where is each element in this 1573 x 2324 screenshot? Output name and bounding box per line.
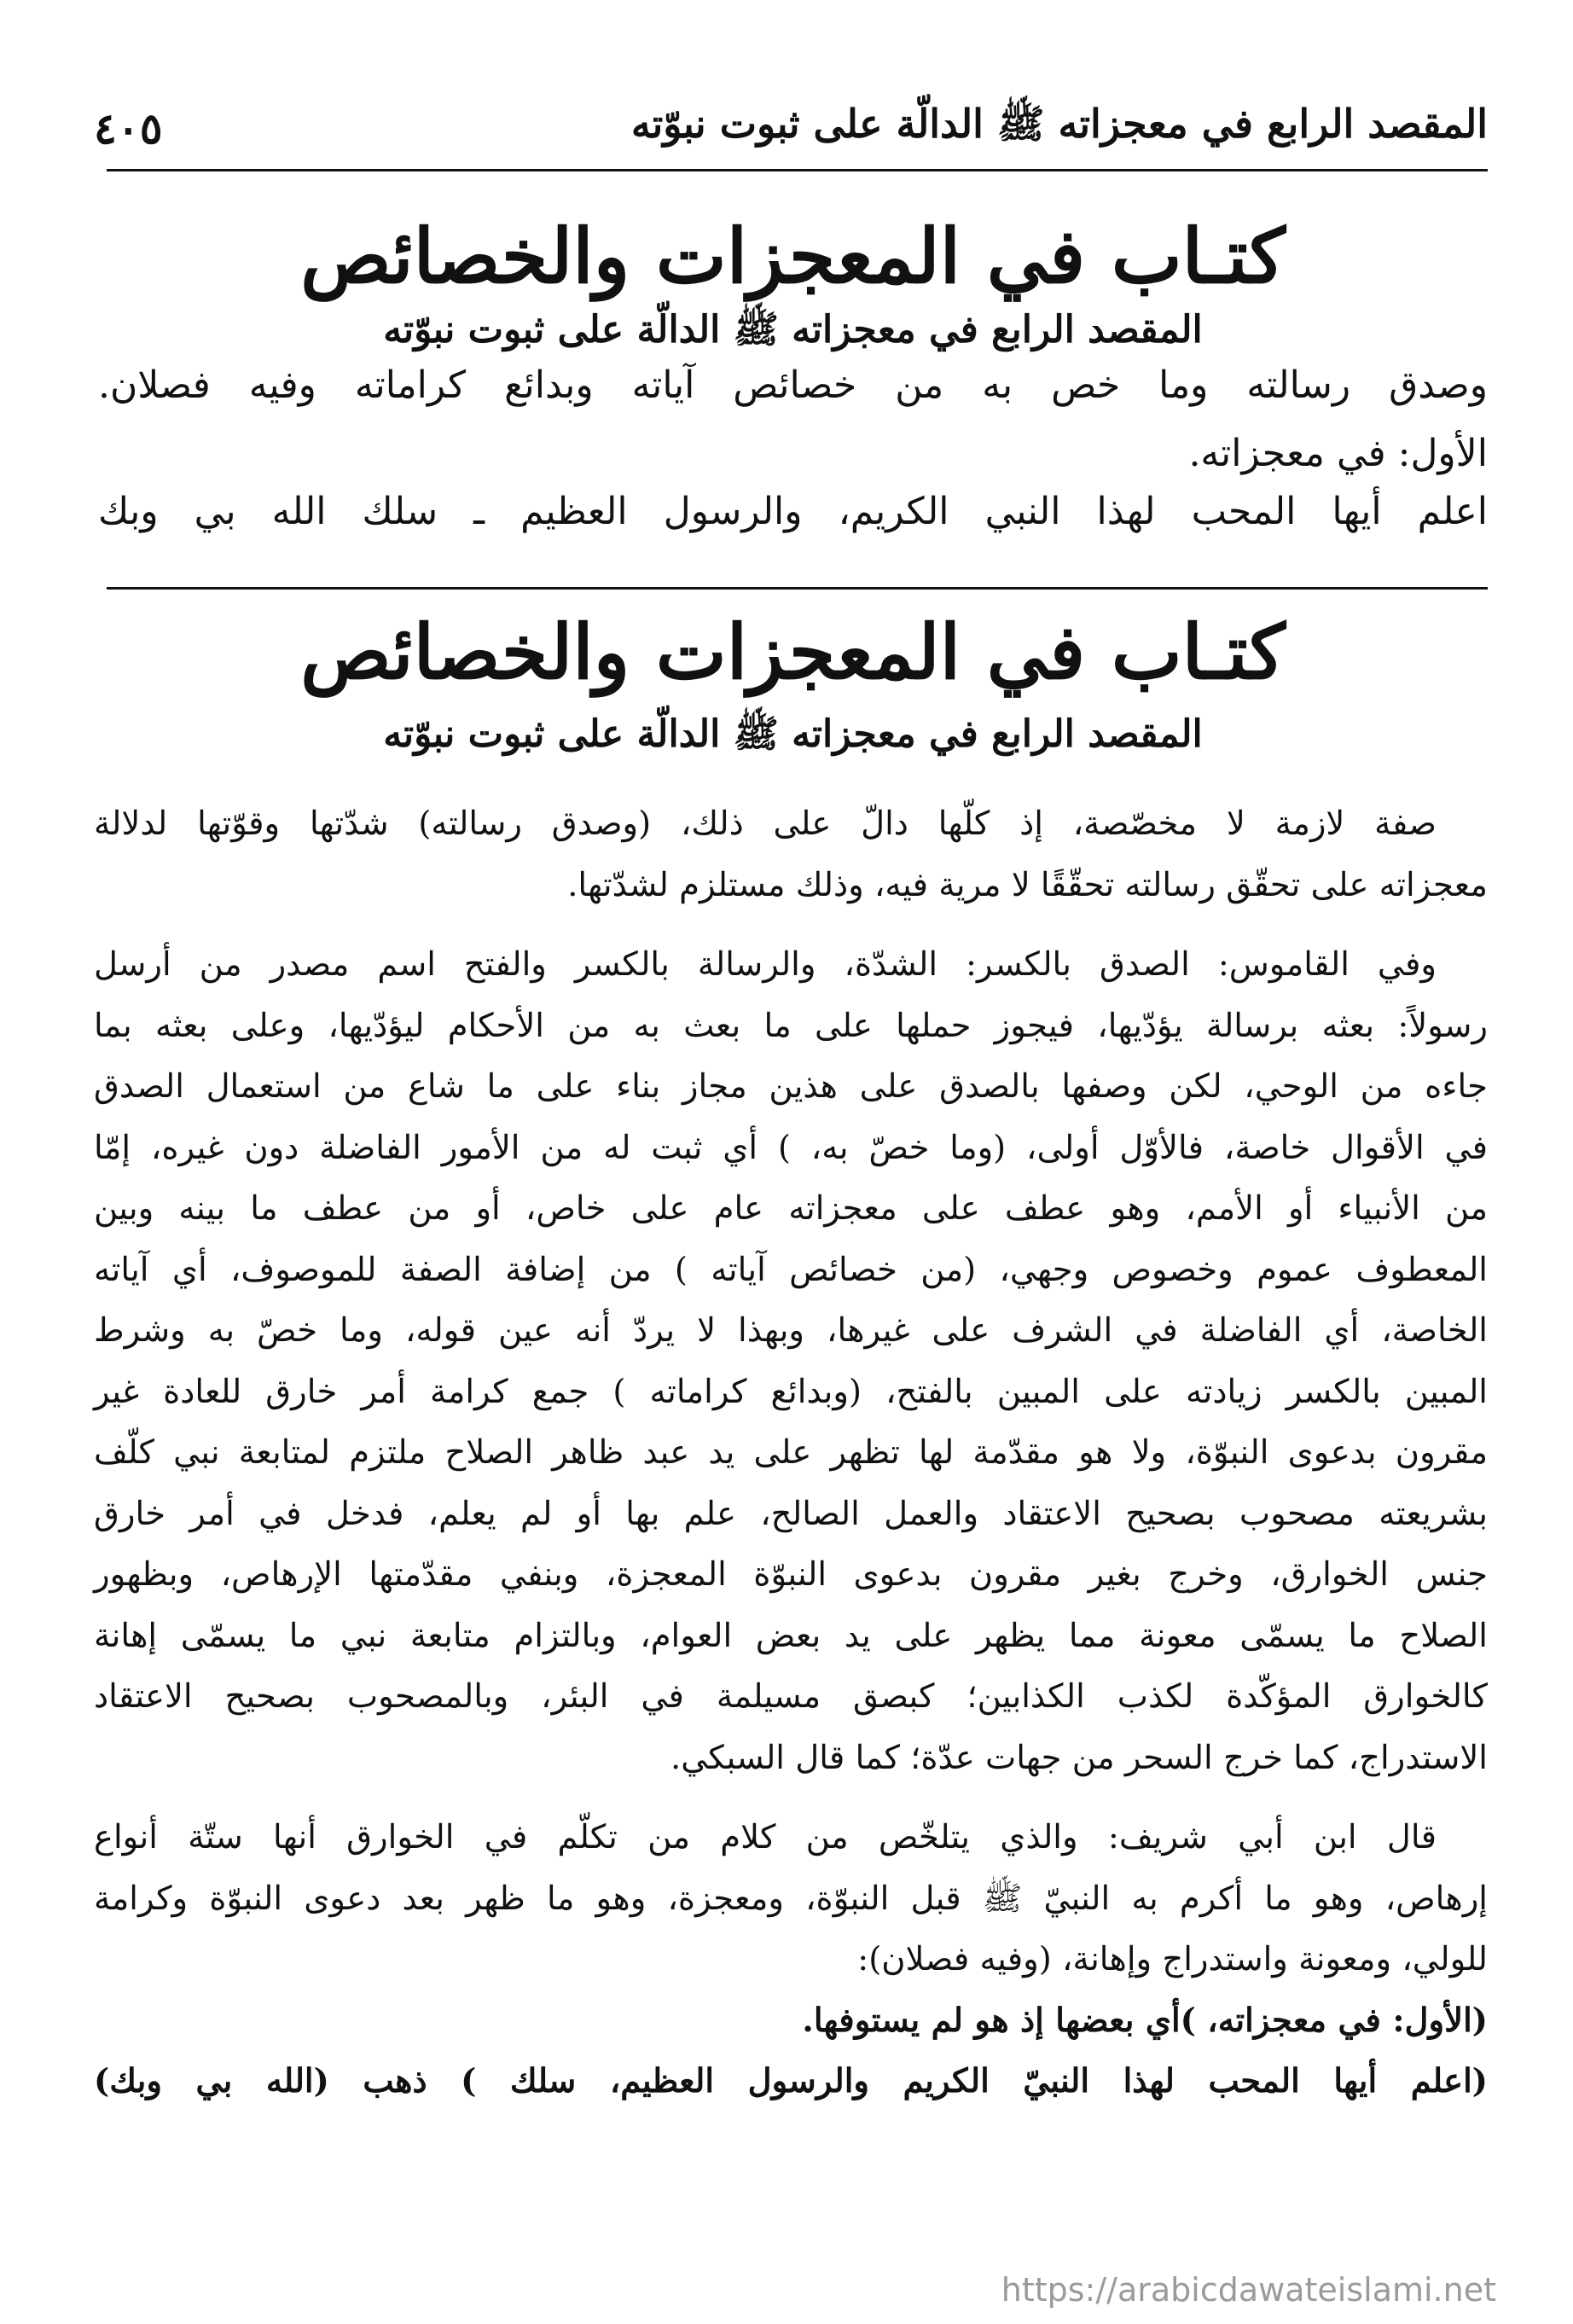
commentary-line: من الأنبياء أو الأمم، وهو عطف على معجزاته عام على خاص، أو من عطف ما بينه وبين bbox=[94, 1189, 1488, 1228]
commentary-line: كالخوارق المؤكّدة لكذب الكذابين؛ كبصق مسيلمة في البئر، وبالمصحوب بصحيح الاعتقاد bbox=[94, 1677, 1488, 1716]
matn-line: الأول: في معجزاته. bbox=[1188, 431, 1488, 475]
page-header bbox=[94, 90, 1488, 166]
matn-section bbox=[98, 212, 1488, 540]
commentary-body bbox=[94, 793, 1488, 2112]
commentary-line: قال ابن أبي شريف: والذي يتلخّص من كلام من تكلّم في الخوارق أنها ستّة أنواع bbox=[94, 1818, 1437, 1856]
commentary-line: (اعلم أيها المحب لهذا النبيّ الكريم والرسول العظيم، سلك ) ذهب (الله بي وبك) bbox=[94, 2062, 1488, 2100]
page-number: ٤٠٥ bbox=[94, 102, 163, 154]
running-title: المقصد الرابع في معجزاته ﷺ الدالّة على ثبوت نبوّته bbox=[630, 100, 1488, 147]
commentary-line: في الأقوال خاصة، فالأوّل أولى، (وما خصّ به، ) أي ثبت له من الأمور الفاضلة دون غيره، إمّا bbox=[94, 1128, 1488, 1167]
matn-subtitle: المقصد الرابع في معجزاته ﷺ الدالّة على ثبوت نبوّته bbox=[383, 307, 1203, 352]
commentary-line: المبين بالكسر زيادته على المبين بالفتح، (وبدائع كراماته ) جمع كرامة أمر خارق للعادة غير bbox=[94, 1372, 1488, 1411]
commentary-line: رسولاً: بعثه برسالة يؤدّيها، فيجوز حملها على ما بعث به من الأحكام ليؤدّيها، وعلى بعثه بما bbox=[94, 1006, 1488, 1045]
commentary-line: (الأول: في معجزاته، )أي بعضها إذ هو لم يستوفها. bbox=[802, 2001, 1488, 2040]
commentary-line: الخاصة، أي الفاضلة في الشرف على غيرها، وبهذا لا يردّ أنه عين قوله، وما خصّ به وشرط bbox=[94, 1311, 1488, 1350]
commentary-line: الاستدراج، كما خرج السحر من جهات عدّة؛ كما قال السبكي. bbox=[670, 1738, 1488, 1777]
commentary-line: للولي، ومعونة واستدراج وإهانة، (وفيه فصلان): bbox=[857, 1940, 1488, 1978]
matn-book-title: كتـاب في المعجزات والخصائص bbox=[300, 212, 1286, 300]
sharh-subtitle: المقصد الرابع في معجزاته ﷺ الدالّة على ثبوت نبوّته bbox=[383, 712, 1203, 756]
commentary-line: الصلاح ما يسمّى معونة مما يظهر على يد بعض العوام، وبالتزام متابعة نبي ما يسمّى إهانة bbox=[94, 1616, 1488, 1655]
source-watermark: https://arabicdawateislami.net bbox=[1001, 2271, 1496, 2309]
commentary-line: وفي القاموس: الصدق بالكسر: الشدّة، والرسالة بالكسر والفتح اسم مصدر من أرسل bbox=[94, 945, 1437, 984]
matn-divider bbox=[107, 587, 1488, 590]
matn-line: وصدق رسالته وما خص به من خصائص آياته وبدائع كراماته وفيه فصلان. bbox=[98, 363, 1488, 407]
commentary-line: معجزاته على تحقّق رسالته تحقّقًا لا مرية فيه، وذلك مستلزم لشدّتها. bbox=[567, 865, 1488, 904]
sharh-book-title: كتـاب في المعجزات والخصائص bbox=[300, 607, 1286, 696]
commentary-line: المعطوف عموم وخصوص وجهي، (من خصائص آياته ) من إضافة الصفة للموصوف، أي آياته bbox=[94, 1250, 1488, 1289]
commentary-line: جنس الخوارق، وخرج بغير مقرون بدعوى النبوّة المعجزة، وبنفي مقدّمتها الإرهاص، وبظهور bbox=[94, 1555, 1488, 1594]
matn-line: اعلم أيها المحب لهذا النبي الكريم، والرسول العظيم ـ سلك الله بي وبك bbox=[98, 489, 1488, 533]
header-rule bbox=[107, 169, 1488, 171]
commentary-line: صفة لازمة لا مخصّصة، إذ كلّها دالّ على ذلك، (وصدق رسالته) شدّتها وقوّتها لدلالة bbox=[94, 805, 1437, 843]
sharh-heading bbox=[98, 607, 1488, 758]
commentary-line: مقرون بدعوى النبوّة، ولا هو مقدّمة لها تظهر على يد عبد ظاهر الصلاح ملتزم لمتابعة نبي كلّف bbox=[94, 1433, 1488, 1472]
commentary-line: جاءه من الوحي، لكن وصفها بالصدق على هذين مجاز بناء على ما شاع من استعمال الصدق bbox=[94, 1067, 1488, 1106]
commentary-line: بشريعته مصحوب بصحيح الاعتقاد والعمل الصالح، علم بها أو لم يعلم، فدخل في أمر خارق bbox=[94, 1494, 1488, 1533]
commentary-line: إرهاص، وهو ما أكرم به النبيّ ﷺ قبل النبوّة، ومعجزة، وهو ما ظهر بعد دعوى النبوّة وكرامة bbox=[94, 1879, 1488, 1918]
